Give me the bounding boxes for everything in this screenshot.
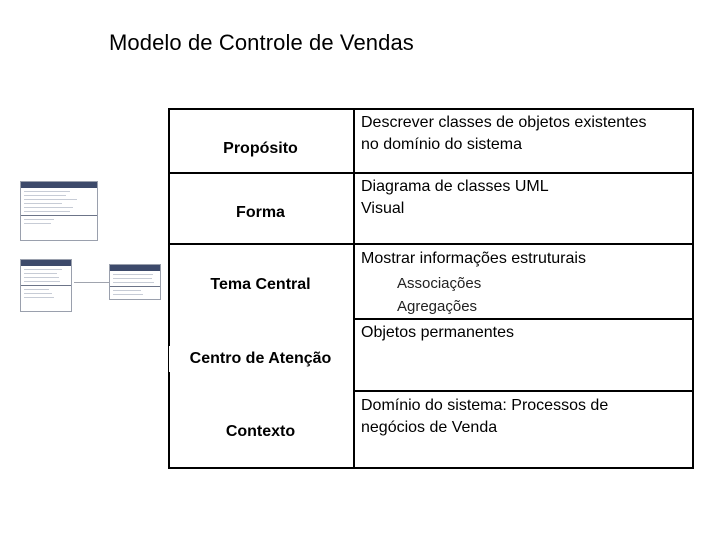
row-label-tema-central: Tema Central <box>210 276 311 293</box>
table-divider <box>353 318 694 320</box>
table-divider <box>353 390 694 392</box>
row-value-tema-central: Mostrar informações estruturais <box>361 250 586 267</box>
row-label-centro-atencao: Centro de Atenção <box>189 350 332 367</box>
table-divider <box>168 243 694 245</box>
table-divider-vertical <box>353 108 355 469</box>
uml-class-box <box>20 181 98 241</box>
row-label-proposito: Propósito <box>223 140 298 157</box>
uml-association-line <box>74 282 110 283</box>
row-value-centro-atencao: Objetos permanentes <box>361 324 514 341</box>
uml-class-box <box>20 259 72 312</box>
row-value-line: Diagrama de classes UML <box>361 178 549 195</box>
row-value-line: Descrever classes de objetos existentes <box>361 114 647 131</box>
row-label-forma: Forma <box>236 204 285 221</box>
row-subitem: Agregações <box>397 298 478 315</box>
row-value-line: Visual <box>361 200 405 217</box>
slide-title: Modelo de Controle de Vendas <box>109 30 414 55</box>
row-value-forma <box>361 176 549 220</box>
row-subitem: Associações <box>397 275 482 292</box>
row-value-contexto <box>361 395 608 439</box>
row-value-line: Domínio do sistema: Processos de <box>361 397 609 414</box>
row-label-contexto: Contexto <box>225 423 296 440</box>
row-value-proposito <box>361 112 646 156</box>
row-value-line: no domínio do sistema <box>361 136 522 153</box>
row-value-line: negócios de Venda <box>361 419 498 436</box>
uml-class-box <box>109 264 161 300</box>
table-divider <box>168 172 694 174</box>
